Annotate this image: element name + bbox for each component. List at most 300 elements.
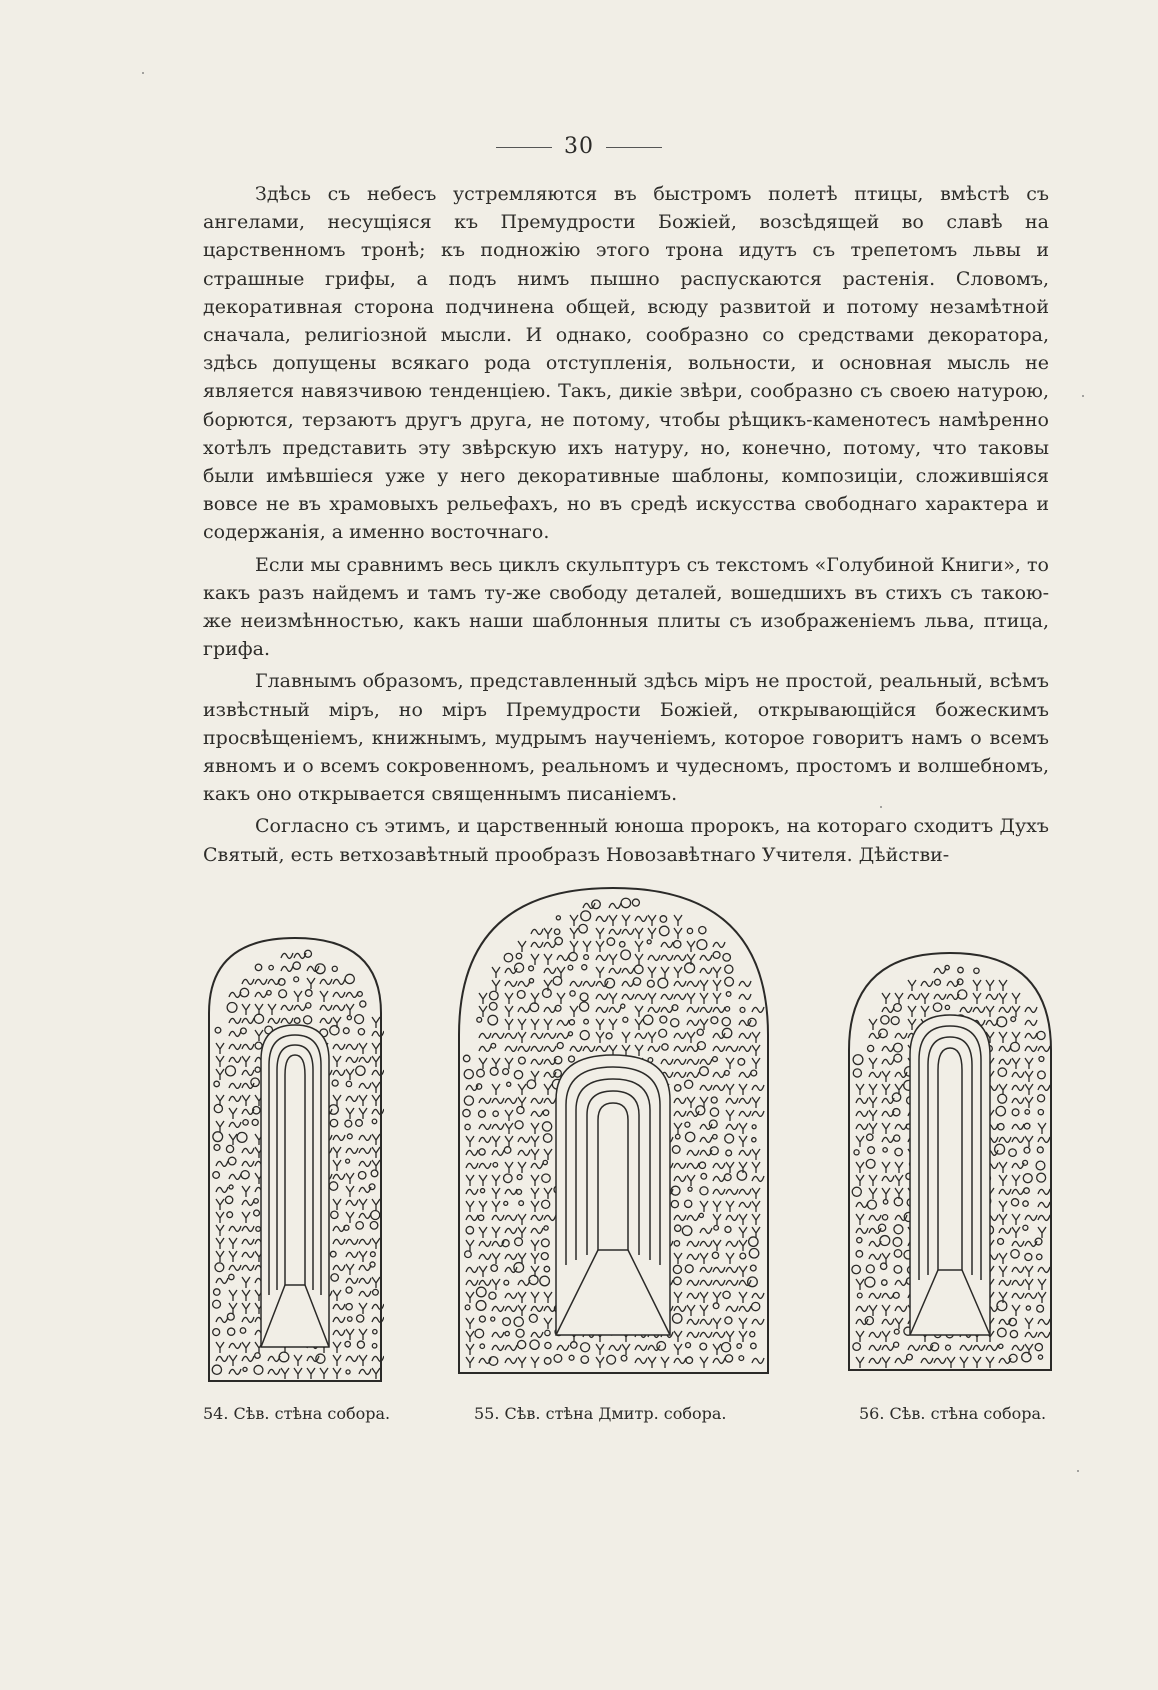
ornament-mark [687,1020,699,1025]
ornament-mark [505,1019,513,1030]
ornament-mark [557,1033,569,1038]
ornament-mark [216,1356,228,1361]
ornament-mark [226,1145,233,1152]
ornament-mark [674,1098,686,1103]
ornament-mark [713,1267,725,1272]
ornament-mark [671,1019,679,1027]
ornament-mark [661,942,673,947]
ornament-mark [518,1227,526,1238]
ornament-mark [372,1056,380,1067]
ornament-mark [518,1150,530,1155]
ornament-mark [330,1026,339,1035]
ornament-mark [635,1019,643,1030]
ornament-mark [647,980,654,987]
ornament-mark [478,1215,483,1220]
ornament-mark [986,980,994,991]
ornament-mark [596,1357,604,1368]
ornament-mark [606,1033,612,1039]
ornament-mark [346,1252,358,1257]
ornament-mark [999,1059,1011,1064]
ornament-mark [648,1046,660,1051]
ornament-mark [492,1253,500,1264]
ornament-mark [346,1186,354,1197]
ornament-mark [466,1175,474,1186]
ornament-mark [316,1354,325,1363]
ornament-mark [1037,1031,1045,1039]
ornament-mark [687,1332,699,1337]
ornament-mark [505,1345,517,1350]
ornament-mark [1012,1124,1024,1129]
ornament-mark [661,955,673,960]
ornament-mark [726,1331,734,1342]
ornament-mark [346,1264,354,1275]
ornament-mark [530,1003,539,1012]
ornament-mark [856,1251,863,1258]
ornament-mark [869,1175,877,1186]
ornament-mark [255,979,267,984]
ornament-mark [254,1365,263,1374]
ornament-mark [332,966,337,971]
ornament-mark [269,965,273,969]
ornament-mark [869,1358,881,1363]
ornament-mark [570,941,578,952]
ornament-mark [347,1016,351,1020]
ornament-mark [713,1358,725,1363]
ornament-mark [530,1340,539,1349]
ornament-mark [697,1029,703,1035]
ornament-mark [960,1345,972,1350]
ornament-mark [505,1033,517,1038]
ornament-mark [333,1147,341,1158]
ornament-mark [596,1344,604,1355]
ornament-mark [674,967,682,978]
ornament-mark [492,980,500,991]
ornament-mark [346,1057,358,1062]
ornament-mark [570,1006,578,1017]
window-relief-drawing-55 [456,885,771,1375]
ornament-mark [359,1199,367,1210]
ornament-mark [466,1226,474,1234]
ornament-mark [241,1171,249,1179]
ornament-mark [372,1199,380,1210]
ornament-mark [596,1032,604,1043]
ornament-mark [505,1358,517,1363]
ornament-mark [908,1006,916,1017]
ornament-mark [213,1172,220,1179]
ornament-mark [1038,1292,1046,1303]
ornament-mark [713,1292,721,1303]
ornament-mark [648,993,656,1004]
ornament-mark [580,993,588,1001]
ornament-mark [725,1134,734,1143]
ornament-mark [723,954,731,962]
ornament-mark [895,1306,907,1311]
ornament-mark [880,1236,890,1246]
ornament-mark [580,1002,589,1011]
ornament-mark [999,1280,1011,1285]
ornament-mark [749,1249,759,1259]
ornament-mark [635,941,643,952]
ornament-mark [648,955,660,960]
ornament-mark [726,1306,738,1311]
ornament-mark [856,1084,864,1095]
ornament-mark [648,915,656,926]
ornament-mark [505,993,513,1004]
ornament-mark [700,1292,708,1303]
ornament-mark [544,1358,551,1365]
ornament-mark [687,1319,699,1324]
ornament-mark [853,1343,861,1351]
ornament-mark [268,1356,280,1361]
ornament-mark [343,1028,349,1034]
ornament-mark [648,1007,660,1012]
ornament-mark [635,954,643,965]
ornament-mark [518,1007,530,1012]
ornament-mark [674,994,686,999]
ornament-mark [544,1318,552,1329]
ornament-mark [281,1018,293,1023]
ornament-mark [504,953,513,962]
body-text [203,180,1049,873]
ornament-mark [973,1345,985,1350]
ornament-mark [466,1150,478,1155]
ornament-mark [1025,1266,1033,1277]
ornament-mark [491,1317,495,1321]
ornament-mark [737,1344,742,1349]
ornament-mark [489,1292,496,1299]
ornament-mark [466,1331,474,1342]
ornament-mark [479,1254,491,1259]
ornament-mark [518,1340,526,1348]
ornament-mark [1025,1071,1033,1082]
ornament-mark [370,1252,375,1257]
ornament-mark [622,1032,630,1043]
ornament-mark [357,1315,364,1322]
ornament-mark [557,955,569,960]
ornament-mark [542,1122,551,1131]
ornament-mark [333,1056,341,1067]
ornament-mark [570,1046,582,1051]
ornament-mark [867,1134,873,1140]
ornament-mark [570,928,578,939]
ornament-mark [581,911,591,921]
ornament-mark [596,916,608,921]
caption-54: 54. Сѣв. стѣна собора. [203,1404,391,1423]
ornament-mark [713,1303,719,1309]
ornament-mark [372,1304,384,1309]
ornament-mark [752,1125,756,1129]
ornament-mark [493,1163,498,1168]
ornament-mark [307,966,319,971]
ornament-mark [242,1161,254,1166]
ornament-mark [605,978,615,988]
ornament-mark [739,1356,744,1361]
ornament-mark [997,1328,1006,1337]
ornament-mark [622,981,634,986]
ornament-mark [596,941,604,952]
ornament-mark [1022,1352,1031,1361]
ornament-mark [515,963,524,972]
ornament-mark [856,1228,868,1233]
ornament-mark [531,1306,543,1311]
ornament-mark [880,1263,886,1269]
ornament-mark [242,1095,250,1106]
fig54-window-niche [261,1025,329,1347]
ornament-mark [752,1201,760,1212]
ornament-mark [517,1175,522,1180]
ornament-mark [701,1173,707,1179]
ornament-mark [882,1188,890,1199]
ornament-mark [869,1254,881,1259]
ornament-mark [1025,1058,1033,1069]
ornament-mark [544,1019,552,1030]
ornament-mark [373,1330,377,1334]
ornament-mark [865,1277,875,1287]
ornament-mark [279,990,287,998]
ornament-mark [466,1240,474,1251]
ornament-mark [752,1111,764,1116]
ornament-mark [710,1108,718,1116]
ornament-mark [700,980,708,991]
ornament-mark [687,993,695,1004]
ornament-mark [517,1189,522,1194]
ornament-mark [1012,1072,1024,1077]
ornament-mark [359,1043,367,1054]
ornament-mark [947,1357,955,1368]
ornament-mark [869,1110,877,1121]
ornament-mark [609,954,617,965]
ornament-mark [999,1344,1003,1348]
ornament-mark [973,980,981,991]
ornament-mark [359,1251,367,1262]
ornament-mark [935,979,941,985]
ornament-mark [1038,1227,1046,1238]
ornament-mark [1023,1174,1032,1183]
ornament-mark [685,1080,693,1088]
ornament-mark [492,1098,504,1103]
ornament-mark [527,1080,536,1089]
ornament-mark [713,1189,725,1194]
ornament-mark [584,1019,589,1024]
ornament-mark [933,1003,941,1011]
ornament-mark [895,1124,907,1129]
paper-speck [880,806,882,808]
ornament-mark [479,1241,491,1246]
ornament-mark [725,1226,731,1232]
ornament-mark [657,1342,666,1351]
ornament-mark [697,1042,705,1050]
ornament-mark [531,1033,543,1038]
ornament-mark [554,1355,562,1363]
ornament-mark [869,1058,877,1069]
ornament-mark [869,1293,881,1298]
ornament-mark [545,1330,550,1335]
ornament-mark [658,978,668,988]
ornament-mark [856,1175,864,1186]
ornament-mark [229,1174,241,1179]
ornament-mark [372,1043,380,1054]
ornament-mark [466,1344,474,1355]
ornament-mark [726,1280,738,1285]
ornament-mark [635,1358,647,1363]
ornament-mark [466,1280,478,1285]
ornament-mark [661,994,673,999]
ornament-mark [853,1055,863,1065]
ornament-mark [752,1149,760,1160]
ornament-mark [648,967,656,978]
ornament-mark [986,1006,994,1017]
ornament-mark [464,1070,473,1079]
ornament-mark [372,1109,384,1114]
ornament-mark [242,1056,250,1067]
ornament-mark [711,1017,718,1024]
ornament-mark [503,1069,509,1075]
ornament-mark [726,1241,738,1246]
ornament-mark [998,1238,1004,1244]
ornament-mark [583,981,595,986]
ornament-mark [544,1149,552,1160]
ornament-mark [214,1289,220,1295]
ornament-mark [882,1345,894,1350]
ornament-mark [739,1098,751,1103]
ornament-mark [661,1007,673,1012]
ornament-mark [489,991,498,1000]
ornament-mark [479,1006,487,1017]
ornament-mark [725,1355,732,1362]
ornament-mark [726,1084,734,1095]
ornament-mark [515,1121,523,1129]
ornament-mark [894,1135,900,1141]
ornament-mark [346,1287,352,1293]
ornament-mark [596,1007,608,1012]
ornament-mark [543,1134,552,1143]
ornament-mark [723,1291,730,1298]
ornament-mark [360,1001,366,1007]
ornament-mark [713,1344,721,1355]
ornament-mark [675,1085,681,1091]
ornament-mark [883,1200,887,1204]
ornament-mark [529,1314,537,1322]
ornament-mark [229,1226,241,1231]
ornament-mark [216,1187,228,1192]
ornament-mark [997,1017,1007,1027]
ornament-mark [687,1097,695,1108]
ornament-mark [505,1162,513,1173]
ornament-mark [632,899,639,906]
ornament-mark [373,1289,379,1295]
ornament-mark [621,1355,627,1361]
ornament-mark [999,1266,1007,1277]
ornament-mark [557,1042,563,1048]
ornament-mark [752,1293,764,1298]
ornament-mark [622,929,634,934]
ornament-mark [869,1123,877,1134]
ornament-mark [492,1033,504,1038]
ornament-mark [517,1107,524,1114]
ornament-mark [1038,1279,1046,1290]
ornament-mark [1038,1109,1043,1114]
ornament-mark [713,993,721,1004]
ornament-mark [997,1301,1007,1311]
ornament-mark [320,1018,332,1023]
ornament-mark [505,1306,517,1311]
ornament-mark [359,1329,367,1340]
ornament-mark [370,1222,378,1230]
fig56-window-niche [910,1015,990,1335]
right-rule [606,147,662,148]
ornament-mark [869,1215,881,1220]
ornament-mark [958,967,964,973]
ornament-mark [1025,1046,1037,1051]
ornament-mark [882,1331,890,1342]
ornament-mark [726,1046,738,1051]
ornament-mark [229,1355,237,1366]
ornament-mark [369,1184,375,1190]
ornament-mark [674,1111,686,1116]
ornament-mark [229,1134,237,1145]
ornament-mark [752,1007,764,1012]
ornament-mark [894,1342,899,1347]
ornament-mark [490,1067,498,1075]
ornament-mark [623,1017,628,1022]
ornament-mark [751,1070,757,1076]
ornament-mark [700,1319,712,1324]
ornament-mark [685,1132,694,1141]
ornament-mark [242,1252,254,1257]
ornament-mark [583,1046,595,1051]
ornament-mark [609,1345,621,1350]
ornament-mark [466,1201,474,1212]
ornament-mark [255,1067,260,1072]
ornament-mark [227,1313,234,1320]
ornament-mark [866,1159,875,1168]
ornament-mark [307,1368,315,1379]
ornament-mark [934,1358,946,1363]
ornament-mark [609,1019,617,1030]
ornament-mark [999,1007,1011,1012]
ornament-mark [752,1058,760,1069]
ornament-mark [856,1136,864,1147]
ornament-mark [869,1072,881,1077]
ornament-mark [544,1215,556,1220]
ornament-mark [242,1303,250,1314]
ornament-mark [531,954,539,965]
ornament-mark [241,1028,247,1034]
ornament-mark [372,1277,380,1288]
ornament-mark [674,1253,682,1264]
ornament-mark [479,1201,487,1212]
ornament-mark [370,1262,375,1267]
ornament-mark [609,968,621,973]
ornament-mark [320,991,328,1002]
ornament-mark [544,1226,548,1230]
ornament-mark [507,1082,511,1086]
ornament-mark [622,994,634,999]
ornament-mark [518,1084,526,1095]
ornament-mark [620,942,625,947]
ornament-mark [531,1136,539,1147]
ornament-mark [1038,1046,1050,1051]
ornament-mark [569,1355,574,1360]
ornament-mark [242,1212,250,1223]
ornament-mark [531,1228,543,1233]
ornament-mark [752,1085,764,1090]
ornament-mark [255,992,267,997]
ornament-mark [648,1357,656,1368]
ornament-mark [635,1033,647,1038]
ornament-mark [281,1005,293,1010]
ornament-mark [752,1162,760,1173]
